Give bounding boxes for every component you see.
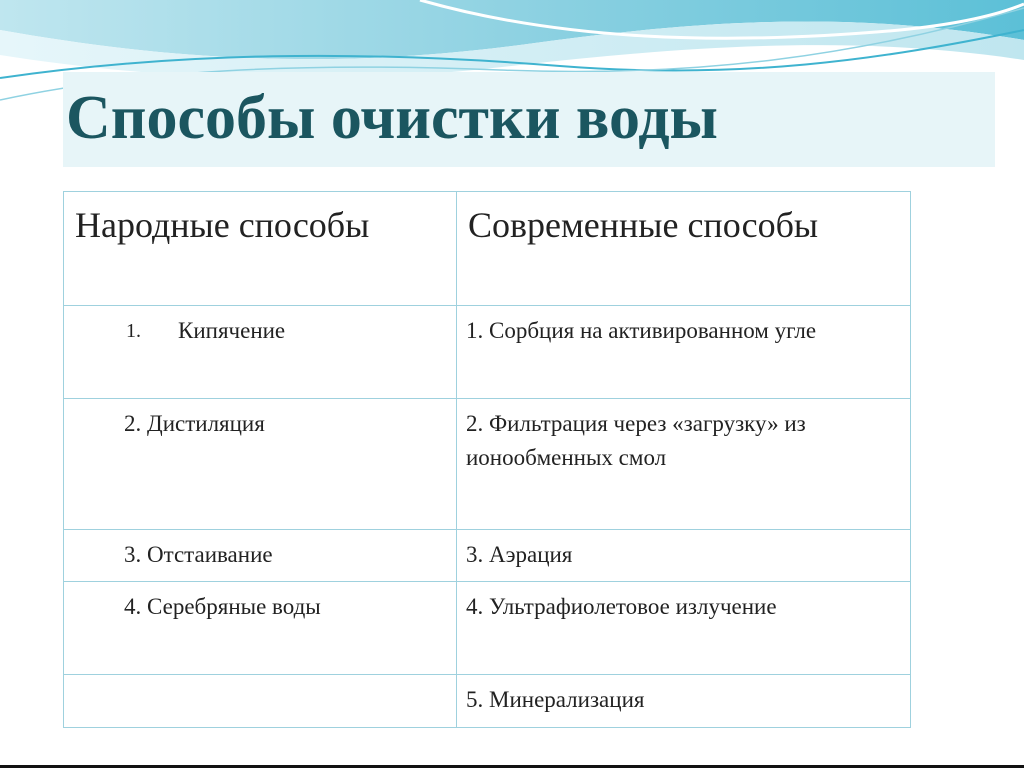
table-cell-right [457, 530, 911, 582]
table-cell-left [64, 306, 457, 399]
slide-title: Способы очистки воды [66, 84, 718, 152]
numbered-item [64, 306, 456, 348]
cell-text: 4. Серебряные воды [124, 594, 321, 619]
table-cell-left [64, 675, 457, 728]
table-row [64, 675, 911, 728]
table-header-row [64, 192, 911, 306]
table-row [64, 530, 911, 582]
table-cell-left [64, 530, 457, 582]
table-cell-right [457, 675, 911, 728]
cell-text: 4. Ультрафиолетовое излучение [466, 594, 777, 619]
cell-text: 1. Сорбция на активированном угле [466, 318, 817, 343]
cell-text: 2. Фильтрация через «загрузку» из ионообменных смол [466, 411, 806, 470]
item-text: Кипячение [178, 318, 286, 343]
header-folk-methods: Народные способы [64, 192, 457, 306]
table-cell-left [64, 399, 457, 530]
methods-table [63, 191, 911, 728]
table-cell-right [457, 399, 911, 530]
header-modern-methods: Современные способы [457, 192, 911, 306]
table-row [64, 582, 911, 675]
cell-text: 3. Аэрация [466, 542, 573, 567]
item-number: 1. [126, 320, 141, 342]
cell-text [64, 675, 456, 683]
cell-text: 3. Отстаивание [124, 542, 273, 567]
table-cell-right [457, 582, 911, 675]
table-cell-left [64, 582, 457, 675]
table-row [64, 399, 911, 530]
cell-text: 5. Минерализация [466, 687, 645, 712]
table-row [64, 306, 911, 399]
cell-text: 2. Дистиляция [124, 411, 265, 436]
table-cell-right [457, 306, 911, 399]
